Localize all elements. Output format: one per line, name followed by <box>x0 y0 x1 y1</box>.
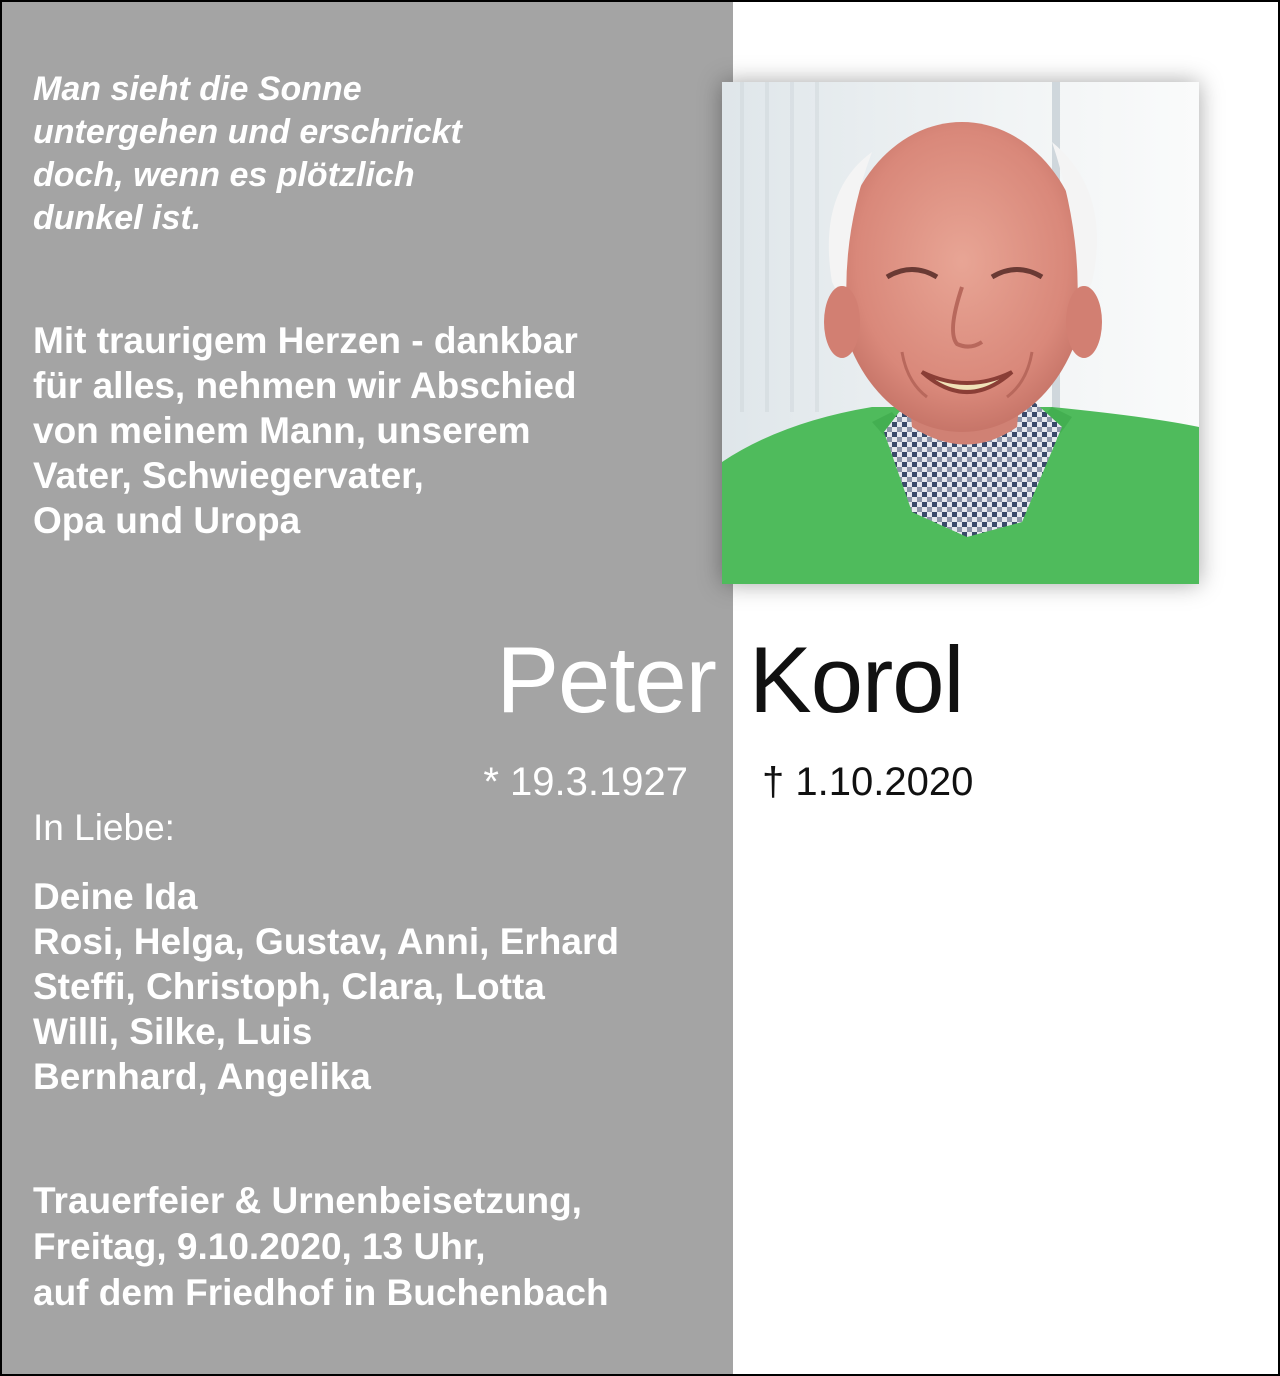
service-details: Trauerfeier & Urnenbeisetzung, Freitag, 9.10.2020, 13 Uhr, auf dem Friedhof in Buchenbach <box>33 1180 609 1313</box>
family-line: Steffi, Christoph, Clara, Lotta <box>33 966 545 1007</box>
death-date: † 1.10.2020 <box>762 760 974 804</box>
in-love-label: In Liebe: <box>33 807 175 848</box>
last-name: Korol <box>749 627 964 732</box>
portrait-photo <box>722 82 1199 584</box>
family-line: Deine Ida <box>33 876 198 917</box>
portrait-illustration <box>722 82 1199 584</box>
birth-date: * 19.3.1927 <box>483 760 688 804</box>
family-line: Rosi, Helga, Gustav, Anni, Erhard <box>33 921 619 962</box>
family-list <box>33 874 619 1099</box>
family-line: Bernhard, Angelika <box>33 1056 371 1097</box>
quote-text: Man sieht die Sonne untergehen und erschrickt doch, wenn es plötzlich dunkel ist. <box>33 70 462 237</box>
first-name: Peter <box>496 627 716 732</box>
intro-text: Mit traurigem Herzen - dankbar für alles, nehmen wir Abschied von meinem Mann, unserem Vater, Schwiegervater, Opa und Uropa <box>33 320 578 541</box>
family-line: Willi, Silke, Luis <box>33 1011 313 1052</box>
